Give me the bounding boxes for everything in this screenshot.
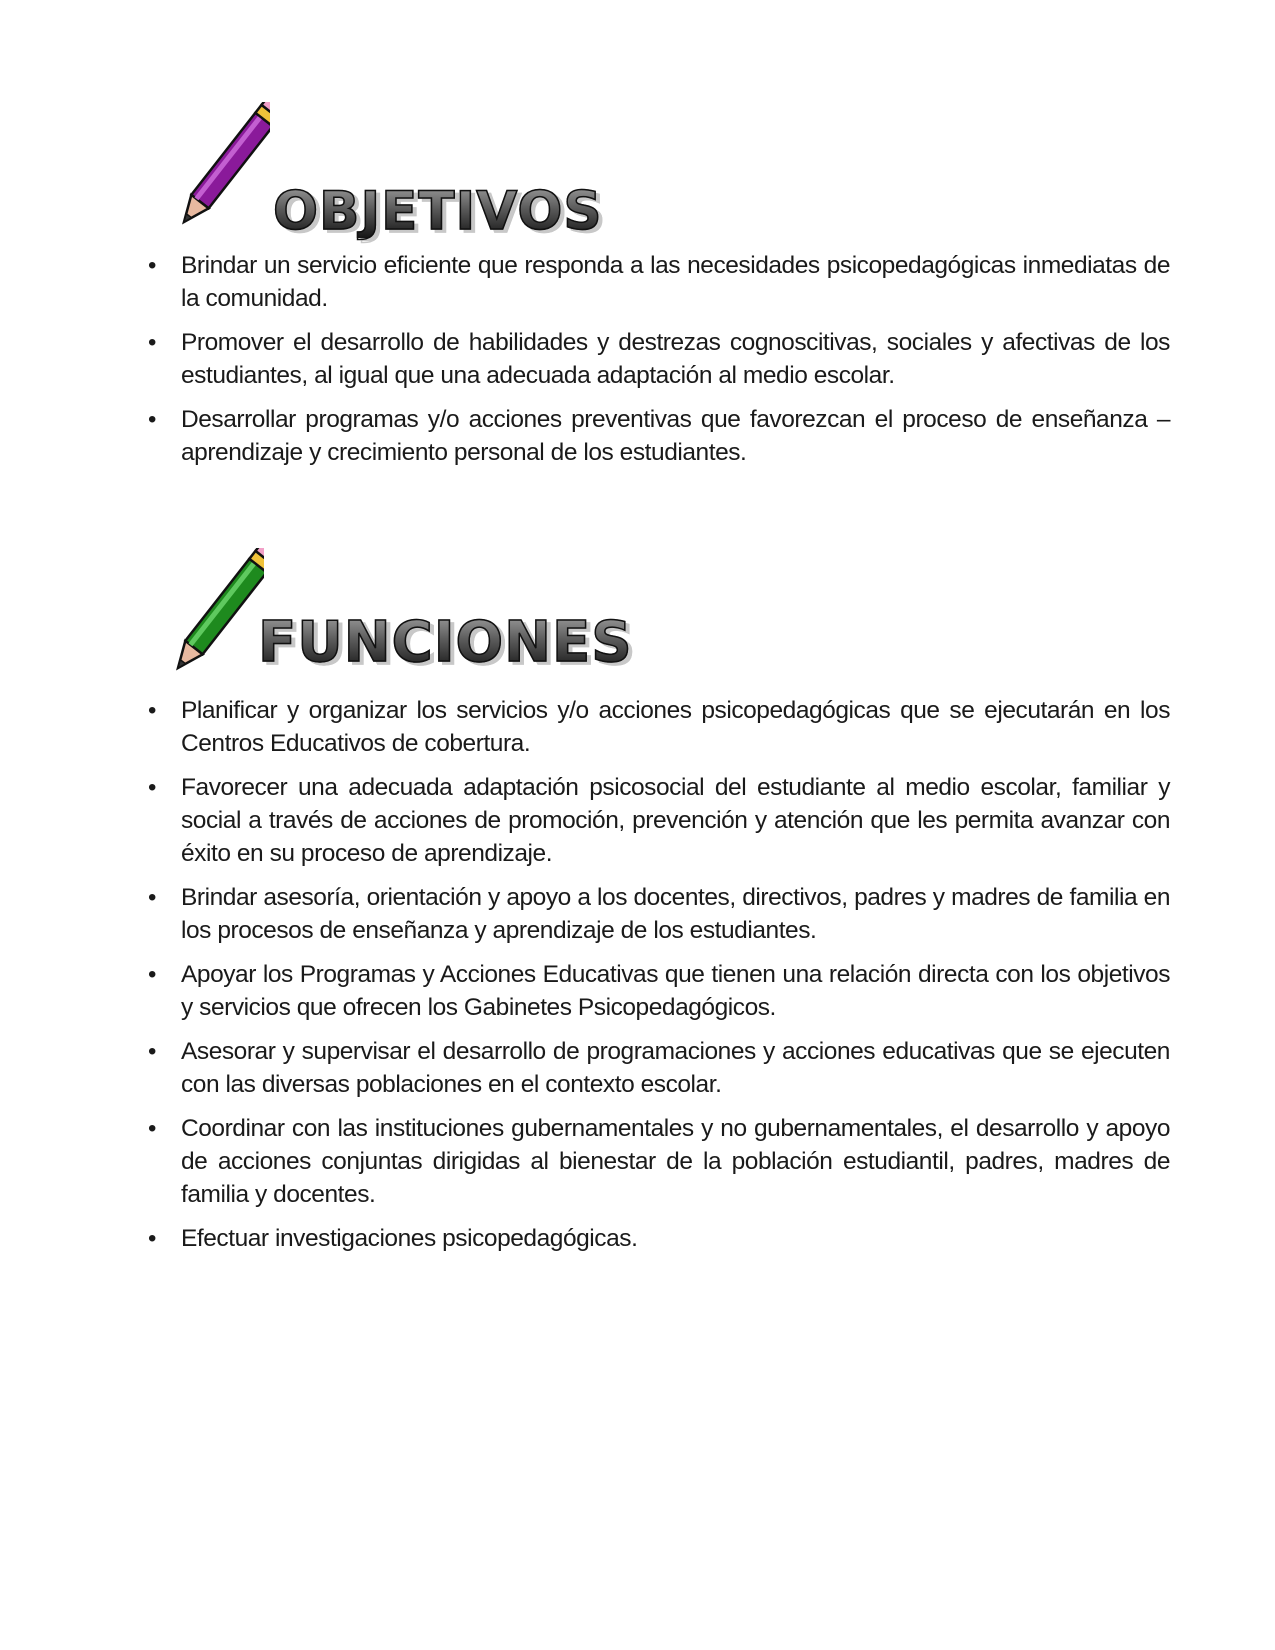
bullet-icon: • (148, 329, 157, 356)
bullet-icon: • (148, 697, 157, 724)
objetivos-heading: OBJETIVOS (273, 181, 603, 242)
list-item: • Coordinar con las instituciones gubernamentales y no gubernamentales, el desarrollo y apoyo de acciones conjuntas dirigidas al bienestar de la población estudiantil, padres, madres de familia y docentes. (145, 1112, 1170, 1211)
bullet-icon: • (148, 1225, 157, 1252)
bullet-icon: • (148, 961, 157, 988)
list-item: • Brindar asesoría, orientación y apoyo a los docentes, directivos, padres y madres de familia en los procesos de enseñanza y aprendizaje de los estudiantes. (145, 881, 1170, 947)
funciones-heading: FUNCIONES (258, 610, 633, 675)
list-item: • Promover el desarrollo de habilidades y destrezas cognoscitivas, sociales y afectivas de los estudiantes, al igual que una adecuada adaptación al medio escolar. (145, 326, 1170, 392)
bullet-icon: • (148, 252, 157, 279)
list-item: • Planificar y organizar los servicios y/o acciones psicopedagógicas que se ejecutarán en los Centros Educativos de cobertura. (145, 694, 1170, 760)
list-item: • Desarrollar programas y/o acciones preventivas que favorezcan el proceso de enseñanza – aprendizaje y crecimiento personal de los estudiantes. (145, 403, 1170, 469)
list-item: • Efectuar investigaciones psicopedagógicas. (145, 1222, 1170, 1255)
purple-pencil-icon (178, 102, 270, 228)
bullet-icon: • (148, 884, 157, 911)
list-item: • Apoyar los Programas y Acciones Educativas que tienen una relación directa con los objetivos y servicios que ofrecen los Gabinetes Psicopedagógicos. (145, 958, 1170, 1024)
list-item: • Favorecer una adecuada adaptación psicosocial del estudiante al medio escolar, familiar y social a través de acciones de promoción, prevención y atención que les permita avanzar con éxito en su proceso de aprendizaje. (145, 771, 1170, 870)
objetivos-list (145, 249, 1170, 480)
bullet-icon: • (148, 774, 157, 801)
list-item: • Asesorar y supervisar el desarrollo de programaciones y acciones educativas que se ejecuten con las diversas poblaciones en el contexto escolar. (145, 1035, 1170, 1101)
bullet-icon: • (148, 1115, 157, 1142)
list-item: • Brindar un servicio eficiente que responda a las necesidades psicopedagógicas inmediatas de la comunidad. (145, 249, 1170, 315)
bullet-icon: • (148, 406, 157, 433)
green-pencil-icon (172, 548, 264, 674)
bullet-icon: • (148, 1038, 157, 1065)
funciones-list (145, 694, 1170, 1266)
